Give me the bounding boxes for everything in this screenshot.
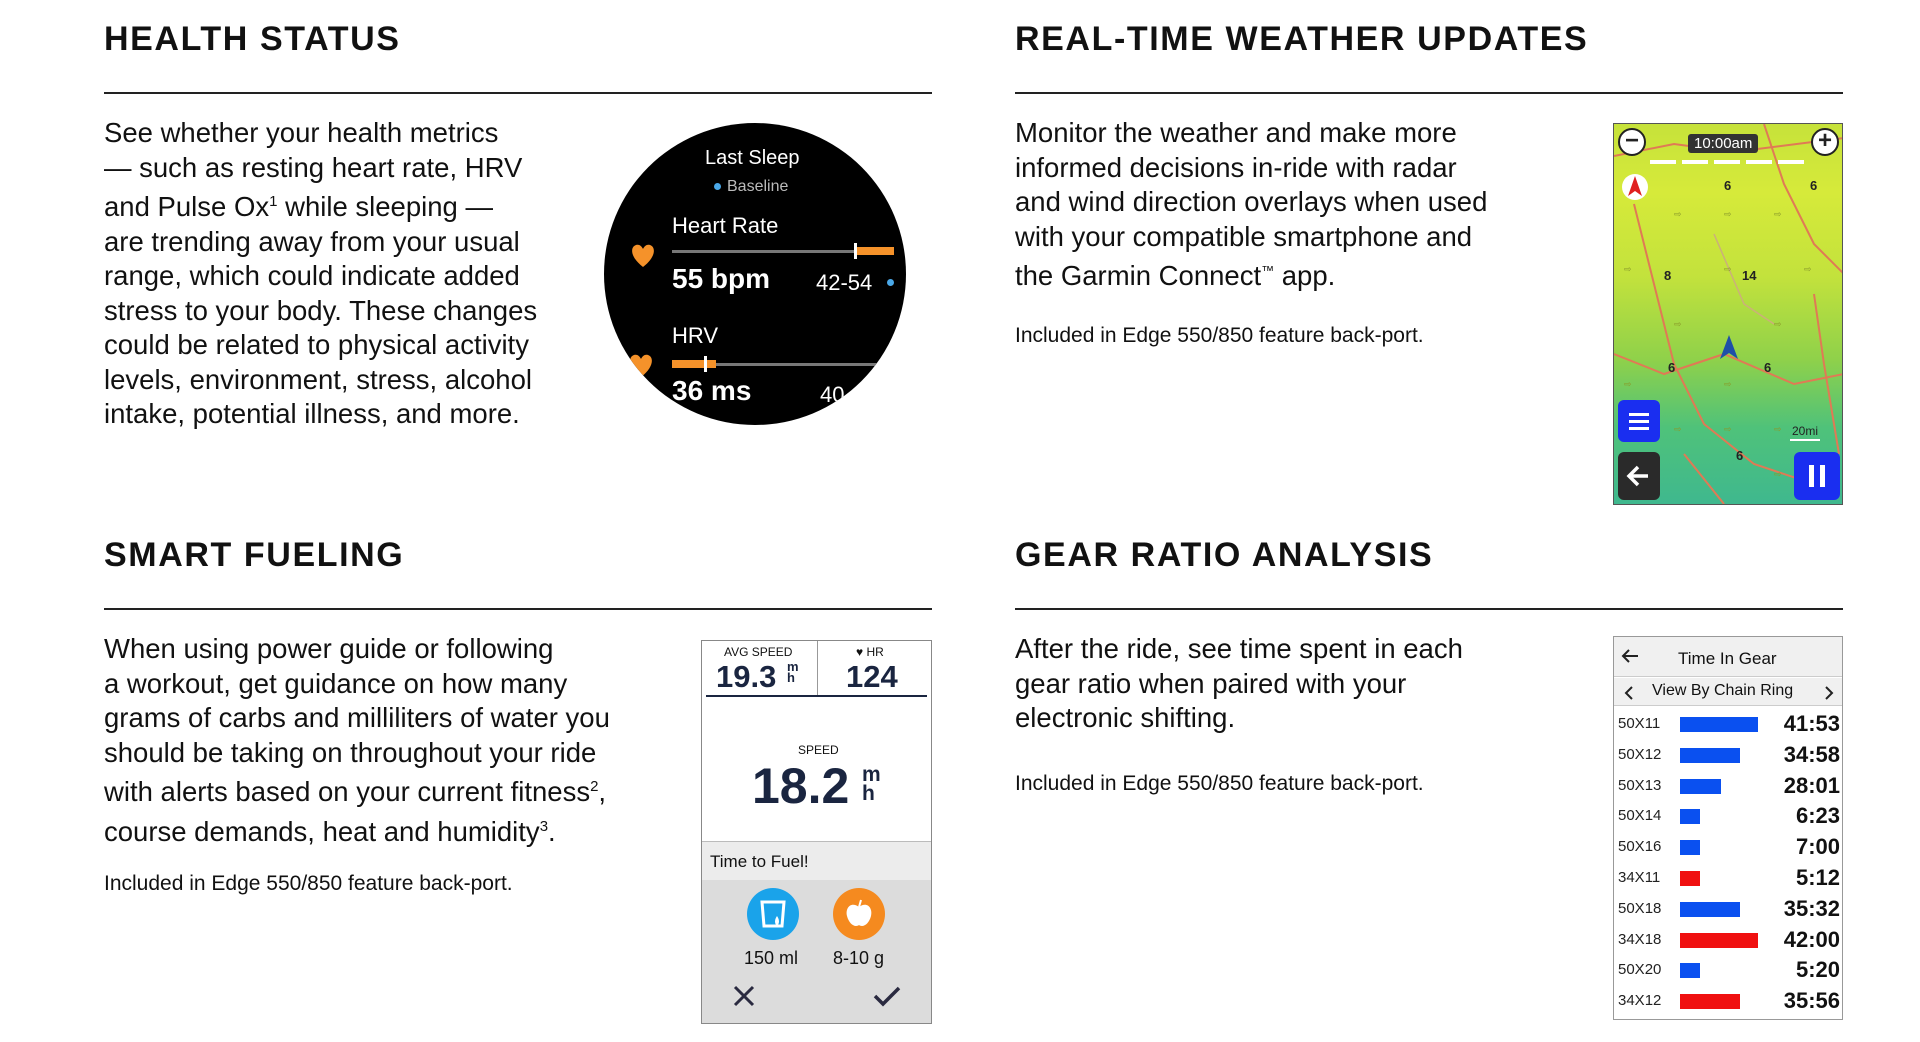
unit-bottom: h bbox=[862, 782, 875, 805]
body-line: levels, environment, stress, alcohol bbox=[104, 363, 532, 395]
heart-rate-label: Heart Rate bbox=[672, 213, 779, 238]
body-line: course demands, heat and humidity bbox=[104, 815, 540, 847]
gear-time-value: 28:01 bbox=[1783, 772, 1840, 798]
time-slider[interactable] bbox=[1650, 160, 1808, 164]
back-button[interactable] bbox=[1618, 452, 1660, 500]
body-line: — such as resting heart rate, HRV bbox=[104, 151, 523, 183]
baseline-dot bbox=[714, 183, 721, 190]
body-line: and Pulse Ox bbox=[104, 191, 270, 223]
gear-ratio-section bbox=[1015, 536, 1843, 1014]
position-arrow-icon bbox=[1719, 334, 1739, 360]
water-icon bbox=[747, 888, 799, 940]
body-line: After the ride, see time spent in each bbox=[1015, 633, 1463, 664]
section-body bbox=[1015, 632, 1463, 736]
gear-row bbox=[1614, 925, 1843, 955]
gear-time-value: 5:12 bbox=[1795, 865, 1840, 890]
alert-title: Time to Fuel! bbox=[710, 852, 809, 871]
gear-time-bar bbox=[1680, 902, 1740, 917]
gear-time-value: 5:20 bbox=[1795, 957, 1840, 983]
avg-speed-unit bbox=[787, 661, 799, 683]
zoom-in-button[interactable]: + bbox=[1811, 128, 1839, 156]
compass-icon[interactable] bbox=[1620, 172, 1650, 202]
gear-row bbox=[1614, 986, 1843, 1016]
body-line: informed decisions in-ride with radar bbox=[1015, 151, 1457, 183]
gear-label: 50X20 bbox=[1618, 961, 1662, 979]
wind-arrow-icon: ⇨ bbox=[1624, 379, 1632, 389]
radar-map[interactable] bbox=[1613, 123, 1843, 505]
section-title: SMART FUELING bbox=[104, 536, 405, 574]
wind-arrow-icon: ⇨ bbox=[1674, 424, 1682, 434]
speed-label: SPEED bbox=[798, 743, 839, 757]
unit-top: m bbox=[862, 763, 881, 786]
wind-arrow-icon: ⇨ bbox=[1674, 319, 1682, 329]
back-arrow-icon[interactable] bbox=[1620, 647, 1640, 665]
speed-unit bbox=[862, 765, 881, 803]
gear-time-bar bbox=[1680, 871, 1700, 886]
menu-button[interactable] bbox=[1618, 400, 1660, 442]
water-amount: 150 ml bbox=[744, 948, 799, 968]
gear-time-value: 34:58 bbox=[1783, 741, 1840, 767]
avg-speed-value: 19.3 bbox=[716, 659, 777, 694]
gear-row bbox=[1614, 771, 1843, 801]
radar-value: 6 bbox=[1810, 178, 1818, 193]
hrv-label: HRV bbox=[672, 323, 719, 348]
weather-section bbox=[1015, 20, 1843, 479]
radar-value: 6 bbox=[1764, 360, 1772, 375]
field-divider bbox=[706, 695, 927, 697]
hr-value: 124 bbox=[846, 659, 898, 694]
gear-time-bar bbox=[1680, 809, 1700, 824]
chevron-left-icon[interactable] bbox=[1624, 685, 1634, 701]
body-line: electronic shifting. bbox=[1015, 702, 1236, 733]
gear-label: 34X18 bbox=[1618, 930, 1662, 948]
body-line: Monitor the weather and make more bbox=[1015, 117, 1457, 148]
gear-time-bar bbox=[1680, 748, 1740, 763]
map-scale: 20mi bbox=[1790, 424, 1820, 441]
body-line: stress to your body. These changes bbox=[104, 294, 538, 326]
gear-time-bar bbox=[1680, 933, 1758, 948]
svg-text:zz: zz bbox=[628, 374, 639, 385]
feature-note: Included in Edge 550/850 feature back-port. bbox=[1015, 772, 1424, 795]
gear-label: 50X12 bbox=[1618, 745, 1662, 763]
body-line: could be related to physical activity bbox=[104, 329, 529, 361]
gear-time-bar bbox=[1680, 994, 1740, 1009]
menu-icon bbox=[1618, 400, 1660, 442]
body-line: should be taking on throughout your ride bbox=[104, 736, 597, 768]
radar-value: 6 bbox=[1736, 448, 1744, 463]
carbs-amount: 8-10 g bbox=[833, 948, 885, 968]
body-line: intake, potential illness, and more. bbox=[104, 398, 520, 430]
divider bbox=[104, 608, 932, 610]
gear-row bbox=[1614, 709, 1843, 739]
gear-time-bar bbox=[1680, 779, 1721, 794]
gear-time-value: 35:56 bbox=[1783, 988, 1840, 1014]
body-line: grams of carbs and milliliters of water you bbox=[104, 702, 610, 733]
divider bbox=[1015, 608, 1843, 610]
gear-label: 50X18 bbox=[1618, 899, 1662, 917]
body-line: See whether your health metrics bbox=[104, 117, 499, 148]
section-body bbox=[1015, 116, 1487, 294]
heart-rate-bar-range bbox=[856, 247, 894, 255]
gear-label: 50X16 bbox=[1618, 838, 1662, 856]
wind-arrow-icon: ⇨ bbox=[1774, 424, 1782, 434]
fuel-alert-panel[interactable] bbox=[702, 841, 932, 1024]
footnote-mark: 2 bbox=[590, 778, 599, 795]
unit-bottom: h bbox=[787, 670, 795, 685]
gear-time-value: 41:53 bbox=[1783, 711, 1840, 736]
heart-rate-value: 55 bpm bbox=[672, 263, 771, 294]
divider bbox=[1015, 92, 1843, 94]
gear-label: 50X13 bbox=[1618, 776, 1662, 794]
gear-time-bar bbox=[1680, 717, 1758, 732]
body-line: and wind direction overlays when used bbox=[1015, 186, 1488, 217]
wind-arrow-icon: ⇨ bbox=[1804, 264, 1812, 274]
heart-rate-bar-marker bbox=[854, 243, 857, 259]
section-title: HEALTH STATUS bbox=[104, 20, 401, 58]
gear-time-value: 35:32 bbox=[1783, 895, 1840, 921]
divider bbox=[104, 92, 932, 94]
gear-header bbox=[1614, 637, 1843, 677]
radar-value: 14 bbox=[1742, 268, 1757, 283]
dismiss-icon[interactable] bbox=[732, 984, 756, 1008]
watch-title: Last Sleep bbox=[705, 147, 800, 169]
gear-time-bar bbox=[1680, 840, 1700, 855]
feature-note: Included in Edge 550/850 feature back-port. bbox=[1015, 324, 1424, 347]
body-line: the Garmin Connect bbox=[1015, 260, 1262, 292]
gear-label: 34X12 bbox=[1618, 992, 1662, 1010]
bike-computer-fuel-screen bbox=[701, 640, 932, 1024]
gear-time-value: 42:00 bbox=[1783, 926, 1840, 952]
radar-value: 8 bbox=[1664, 268, 1672, 283]
body-line: a workout, get guidance on how many bbox=[104, 667, 568, 699]
food-icon bbox=[833, 888, 885, 940]
wind-arrow-icon: ⇨ bbox=[1724, 209, 1732, 219]
feature-note: Included in Edge 550/850 feature back-port. bbox=[104, 872, 513, 895]
hrv-range: 40 bbox=[820, 382, 845, 407]
hrv-bar-marker bbox=[704, 356, 707, 372]
hrv-value: 36 ms bbox=[672, 375, 752, 406]
body-line: gear ratio when paired with your bbox=[1015, 667, 1407, 699]
gear-time-value: 6:23 bbox=[1795, 803, 1840, 829]
gear-row bbox=[1614, 801, 1843, 831]
speed-value: 18.2 bbox=[752, 758, 850, 814]
gear-row bbox=[1614, 740, 1843, 770]
gear-row bbox=[1614, 863, 1843, 893]
pause-icon bbox=[1794, 452, 1840, 500]
watch-sleep-screen bbox=[604, 123, 906, 425]
body-line: are trending away from your usual bbox=[104, 225, 520, 257]
zoom-out-button[interactable]: − bbox=[1618, 128, 1646, 156]
body-line: while sleeping — bbox=[277, 191, 493, 223]
range-dot bbox=[887, 279, 894, 286]
heart-rate-range: 42-54 bbox=[816, 270, 873, 295]
wind-arrow-icon: ⇨ bbox=[1774, 209, 1782, 219]
bike-computer-gear-screen bbox=[1613, 636, 1843, 1020]
section-title: REAL-TIME WEATHER UPDATES bbox=[1015, 20, 1589, 58]
body-line: When using power guide or following bbox=[104, 633, 554, 664]
field-divider bbox=[817, 641, 818, 695]
wind-arrow-icon: ⇨ bbox=[1624, 264, 1632, 274]
wind-arrow-icon: ⇨ bbox=[1774, 469, 1782, 479]
body-line: . bbox=[548, 815, 556, 847]
footnote-mark: 3 bbox=[539, 817, 549, 835]
confirm-icon[interactable] bbox=[872, 984, 902, 1008]
wind-arrow-icon: ⇨ bbox=[1724, 379, 1732, 389]
wind-arrow-icon: ⇨ bbox=[1774, 319, 1782, 329]
view-selector[interactable] bbox=[1614, 678, 1843, 706]
gear-label: 34X11 bbox=[1618, 869, 1661, 886]
section-body bbox=[104, 116, 537, 432]
gear-label: 50X11 bbox=[1618, 715, 1661, 732]
body-line: app. bbox=[1274, 260, 1336, 292]
gear-label: 50X14 bbox=[1618, 807, 1662, 825]
time-label: 10:00am bbox=[1688, 134, 1758, 153]
gear-time-value: 7:00 bbox=[1795, 834, 1840, 860]
body-line: range, which could indicate added bbox=[104, 260, 520, 292]
pause-button[interactable] bbox=[1794, 452, 1840, 500]
body-line: with your compatible smartphone and bbox=[1015, 220, 1473, 252]
wind-arrow-icon: ⇨ bbox=[1724, 424, 1732, 434]
wind-arrow-icon: ⇨ bbox=[1674, 209, 1682, 219]
body-line: , bbox=[598, 776, 607, 808]
avg-speed-label: AVG SPEED bbox=[724, 645, 793, 659]
baseline-label: Baseline bbox=[727, 178, 789, 195]
wind-arrow-icon: ⇨ bbox=[1724, 264, 1732, 274]
hrv-bar-fill bbox=[672, 360, 716, 368]
baseline-legend bbox=[714, 178, 788, 196]
unit-top: m bbox=[787, 659, 799, 674]
gear-row bbox=[1614, 955, 1843, 985]
chevron-right-icon[interactable] bbox=[1824, 685, 1834, 701]
health-status-section bbox=[104, 20, 932, 430]
section-body bbox=[104, 632, 610, 849]
gear-time-bar bbox=[1680, 963, 1700, 978]
view-label: View By Chain Ring bbox=[1652, 682, 1794, 699]
screen-title: Time In Gear bbox=[1678, 649, 1777, 668]
heart-rate-bar-track bbox=[672, 250, 862, 253]
trademark: ™ bbox=[1261, 263, 1275, 278]
hr-label: ♥ HR bbox=[856, 645, 884, 659]
gear-row bbox=[1614, 832, 1843, 862]
body-line: with alerts based on your current fitness bbox=[104, 776, 591, 808]
radar-value: 6 bbox=[1724, 178, 1732, 193]
footnote-mark: 1 bbox=[269, 193, 278, 210]
smart-fueling-section bbox=[104, 536, 932, 968]
back-arrow-icon bbox=[1618, 452, 1660, 500]
radar-value: 6 bbox=[1668, 360, 1676, 375]
section-title: GEAR RATIO ANALYSIS bbox=[1015, 536, 1434, 574]
gear-row bbox=[1614, 894, 1843, 924]
hrv-heart-icon bbox=[626, 351, 656, 385]
heart-icon bbox=[628, 241, 658, 269]
